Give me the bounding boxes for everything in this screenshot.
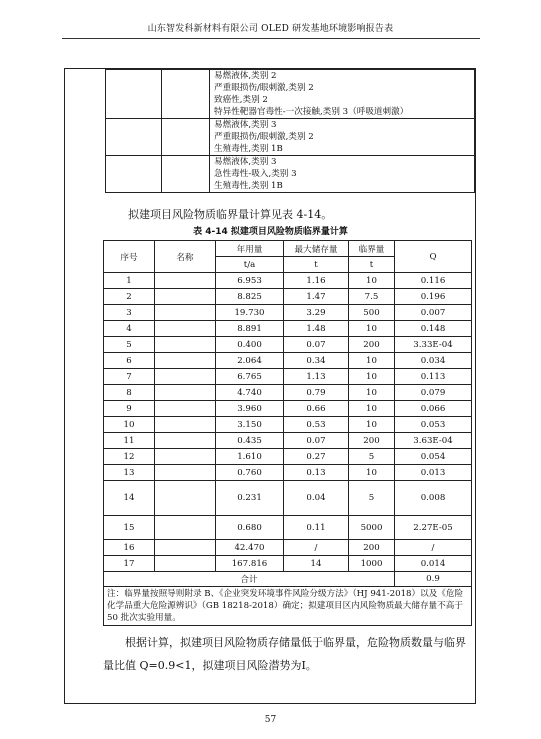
cell-annual: 6.953: [216, 273, 284, 289]
hazard-line: 易燃液体,类别 3: [214, 157, 277, 167]
cell-name: [155, 369, 216, 385]
table-row: [104, 433, 472, 449]
table-row: [104, 321, 472, 337]
table-row: [104, 465, 472, 481]
cell-critical: 10: [349, 353, 395, 369]
cell-q: 0.054: [395, 449, 472, 465]
cell-seq: 3: [104, 305, 155, 321]
header-name: 名称: [155, 241, 216, 273]
cell-name: [155, 465, 216, 481]
header-seq: 序号: [104, 241, 155, 273]
cell-name: [155, 481, 216, 516]
cell-seq: 7: [104, 369, 155, 385]
page-header: 山东智发科新材料有限公司 OLED 研发基地环境影响报告表: [147, 24, 394, 34]
cell-max-storage: 1.47: [284, 289, 349, 305]
cell-seq: 17: [104, 556, 155, 572]
table-row: [104, 289, 472, 305]
cell-max-storage: /: [284, 540, 349, 556]
cell-name: [155, 353, 216, 369]
cell-seq: 15: [104, 516, 155, 540]
cell-critical: 10: [349, 417, 395, 433]
cell-max-storage: 0.11: [284, 516, 349, 540]
total-row: [104, 572, 472, 587]
cell-critical: 10: [349, 385, 395, 401]
cell-max-storage: 0.34: [284, 353, 349, 369]
cell-q: 0.053: [395, 417, 472, 433]
table-row: [104, 385, 472, 401]
cell-seq: 8: [104, 385, 155, 401]
cell-annual: 8.891: [216, 321, 284, 337]
table-row: [104, 516, 472, 540]
cell-name: [155, 289, 216, 305]
cell-annual: 3.960: [216, 401, 284, 417]
cell-seq: 14: [104, 481, 155, 516]
cell-seq: 16: [104, 540, 155, 556]
cell-max-storage: 1.13: [284, 369, 349, 385]
cell-max-storage: 1.16: [284, 273, 349, 289]
conclusion-paragraph: 根据计算，拟建项目风险物质存储量低于临界量，危险物质数量与临界量比值 Q=0.9<1，拟建项目风险潜势为I。: [103, 636, 466, 672]
cell-annual: 0.435: [216, 433, 284, 449]
hazard-line: 易燃液体,类别 3: [214, 120, 277, 130]
cell-seq: 10: [104, 417, 155, 433]
cell-critical: 10: [349, 273, 395, 289]
cell-seq: 9: [104, 401, 155, 417]
cell-q: 0.008: [395, 481, 472, 516]
cell-q: 0.014: [395, 556, 472, 572]
header-q: Q: [395, 241, 472, 273]
cell-critical: 200: [349, 540, 395, 556]
cell-q: 3.63E-04: [395, 433, 472, 449]
cell-critical: 5: [349, 449, 395, 465]
cell-critical: 200: [349, 337, 395, 353]
cell-seq: 2: [104, 289, 155, 305]
cell-name: [155, 540, 216, 556]
cell-annual: 0.400: [216, 337, 284, 353]
hazard-row: [106, 70, 475, 119]
cell-annual: 42.470: [216, 540, 284, 556]
table-row: [104, 353, 472, 369]
cell-name: [155, 305, 216, 321]
table-row: [104, 481, 472, 516]
cell-name: [155, 433, 216, 449]
cell-critical: 10: [349, 401, 395, 417]
cell-max-storage: 3.29: [284, 305, 349, 321]
cell-q: /: [395, 540, 472, 556]
hazard-classification-table: [105, 69, 475, 193]
table-row: [104, 337, 472, 353]
cell-name: [155, 417, 216, 433]
cell-max-storage: 0.66: [284, 401, 349, 417]
hazard-lines: [210, 156, 475, 193]
cell-name: [155, 337, 216, 353]
total-label: 合计: [104, 572, 395, 587]
cell-q: 2.27E-05: [395, 516, 472, 540]
header-row: [104, 241, 472, 257]
hazard-line: 生殖毒性,类别 1B: [214, 144, 283, 154]
cell-critical: 200: [349, 433, 395, 449]
header-annual: 年用量: [216, 241, 284, 257]
intro-paragraph: 拟建项目风险物质临界量计算见表 4-14。: [128, 208, 333, 221]
hazard-line: 易燃液体,类别 2: [214, 71, 277, 81]
cell-max-storage: 0.13: [284, 465, 349, 481]
cell-annual: 19.730: [216, 305, 284, 321]
hazard-line: 急性毒性-吸入,类别 3: [214, 169, 297, 179]
hazard-row: [106, 119, 475, 156]
hazard-line: 生殖毒性,类别 1B: [214, 181, 283, 191]
total-value: 0.9: [395, 572, 472, 587]
cell-name: [155, 556, 216, 572]
cell-max-storage: 0.53: [284, 417, 349, 433]
unit-max-storage: t: [284, 257, 349, 273]
hazard-line: 严重眼损伤/眼刺激,类别 2: [214, 132, 314, 142]
cell-annual: 2.064: [216, 353, 284, 369]
cell-seq: 6: [104, 353, 155, 369]
cell-annual: 0.231: [216, 481, 284, 516]
cell-critical: 10: [349, 465, 395, 481]
cell-max-storage: 0.04: [284, 481, 349, 516]
cell-q: 0.007: [395, 305, 472, 321]
cell-critical: 10: [349, 321, 395, 337]
hazard-line: 特异性靶器官毒性-一次接触,类别 3（呼吸道刺激）: [214, 107, 409, 117]
header-rule: [62, 38, 480, 39]
cell-q: 0.113: [395, 369, 472, 385]
cell-seq: 12: [104, 449, 155, 465]
cell-critical: 10: [349, 369, 395, 385]
hazard-line: 致癌性,类别 2: [214, 95, 268, 105]
cell-seq: 13: [104, 465, 155, 481]
hazard-cell-blank: [106, 70, 162, 119]
cell-critical: 1000: [349, 556, 395, 572]
table-row: [104, 417, 472, 433]
table-caption: 表 4-14 拟建项目风险物质临界量计算: [193, 227, 348, 237]
cell-q: 3.33E-04: [395, 337, 472, 353]
cell-seq: 4: [104, 321, 155, 337]
cell-max-storage: 0.07: [284, 337, 349, 353]
cell-annual: 3.150: [216, 417, 284, 433]
table-note: 注：临界量按照导则附录 B、《企业突发环境事件风险分级方法》（HJ 941-2018）以及《危险化学品重大危险源辨识》（GB 18218-2018）确定；拟建项目区内风险物质最大储存量不高于 50 批次实验用量。: [104, 587, 472, 626]
cell-q: 0.148: [395, 321, 472, 337]
table-row: [104, 556, 472, 572]
cell-max-storage: 0.79: [284, 385, 349, 401]
hazard-cell-blank: [162, 119, 210, 156]
cell-name: [155, 321, 216, 337]
table-row: [104, 449, 472, 465]
page-number: 57: [264, 715, 277, 725]
hazard-cell-blank: [162, 156, 210, 193]
table-row: [104, 540, 472, 556]
hazard-line: 严重眼损伤/眼刺激,类别 2: [214, 83, 314, 93]
cell-seq: 11: [104, 433, 155, 449]
critical-quantity-table: [103, 240, 472, 626]
cell-max-storage: 14: [284, 556, 349, 572]
hazard-lines: [210, 119, 475, 156]
unit-critical: t: [349, 257, 395, 273]
header-critical: 临界量: [349, 241, 395, 257]
table-row: [104, 305, 472, 321]
cell-name: [155, 401, 216, 417]
cell-q: 0.013: [395, 465, 472, 481]
cell-name: [155, 273, 216, 289]
hazard-lines: [210, 70, 475, 119]
cell-critical: 7.5: [349, 289, 395, 305]
cell-critical: 5000: [349, 516, 395, 540]
cell-q: 0.196: [395, 289, 472, 305]
header-max-storage: 最大储存量: [284, 241, 349, 257]
cell-name: [155, 449, 216, 465]
cell-critical: 5: [349, 481, 395, 516]
note-row: [104, 587, 472, 626]
cell-seq: 1: [104, 273, 155, 289]
cell-critical: 500: [349, 305, 395, 321]
cell-max-storage: 0.07: [284, 433, 349, 449]
cell-annual: 6.765: [216, 369, 284, 385]
cell-annual: 4.740: [216, 385, 284, 401]
hazard-row: [106, 156, 475, 193]
table-row: [104, 273, 472, 289]
cell-q: 0.079: [395, 385, 472, 401]
cell-q: 0.116: [395, 273, 472, 289]
cell-annual: 167.816: [216, 556, 284, 572]
cell-annual: 0.760: [216, 465, 284, 481]
hazard-cell-blank: [162, 70, 210, 119]
cell-name: [155, 516, 216, 540]
cell-max-storage: 0.27: [284, 449, 349, 465]
cell-max-storage: 1.48: [284, 321, 349, 337]
hazard-cell-blank: [106, 119, 162, 156]
cell-seq: 5: [104, 337, 155, 353]
cell-q: 0.066: [395, 401, 472, 417]
unit-annual: t/a: [216, 257, 284, 273]
hazard-cell-blank: [106, 156, 162, 193]
table-row: [104, 369, 472, 385]
cell-q: 0.034: [395, 353, 472, 369]
cell-name: [155, 385, 216, 401]
cell-annual: 8.825: [216, 289, 284, 305]
table-row: [104, 401, 472, 417]
cell-annual: 1.610: [216, 449, 284, 465]
cell-annual: 0.680: [216, 516, 284, 540]
